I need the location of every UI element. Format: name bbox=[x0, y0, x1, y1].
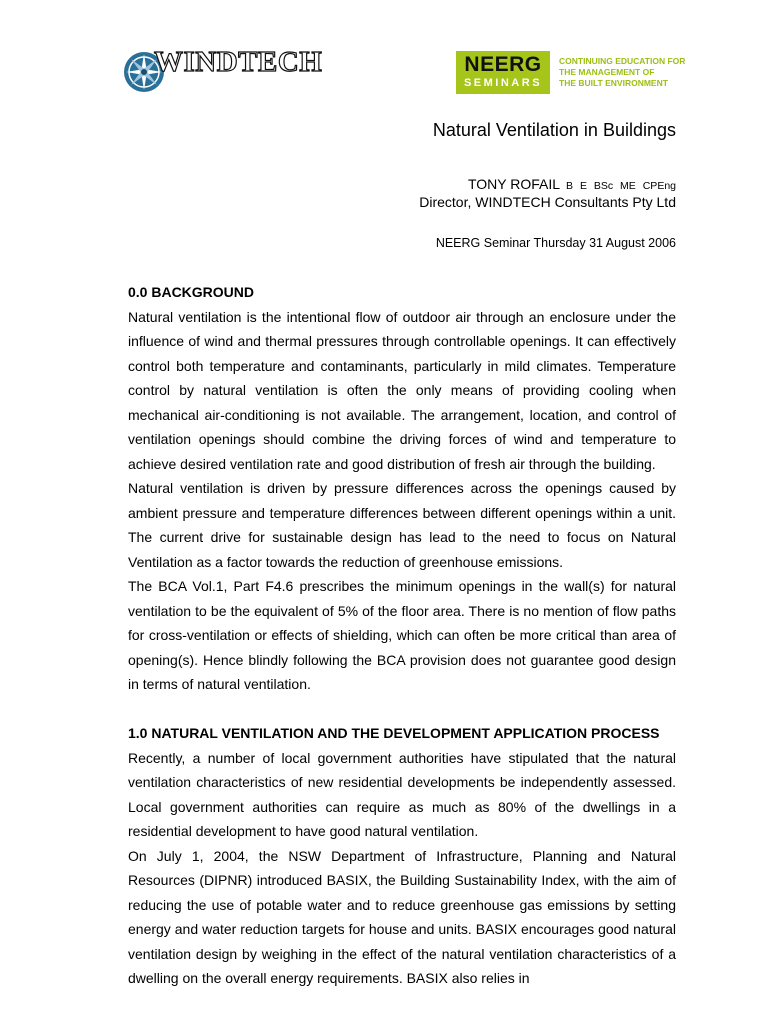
body-paragraph: Natural ventilation is the intentional flow of outdoor air through an enclosure under the influence of wind and thermal pressures through controllable openings. It can effectively control both temperature and contaminants, particularly in mild climates. Temperature control by natural ventilation is often the only means of providing cooling when mechanical air-conditioning is not available. The arrangement, location, and control of ventilation openings should combine the driving forces of wind and temperature to achieve desired ventilation rate and good distribution of fresh air through the building. bbox=[128, 308, 676, 472]
body-paragraph: Natural ventilation is driven by pressure differences across the openings caused by ambient pressure and temperature differences between different openings within a unit. The current drive for sustainable design has lead to the need to focus on Natural Ventilation as a factor towards the reduction of greenhouse emissions. bbox=[128, 480, 676, 570]
body-paragraph: Recently, a number of local government authorities have stipulated that the natural ventilation characteristics of new residential developments be independently assessed. Local government authorities can require as much as 80% of the dwellings in a residential development to have good natural ventilation. bbox=[128, 749, 676, 839]
windtech-wordmark: WINDTECH bbox=[154, 46, 323, 78]
author-role: Director, WINDTECH Consultants Pty Ltd bbox=[419, 194, 676, 210]
neerg-tagline-line: THE BUILT ENVIRONMENT bbox=[559, 78, 668, 88]
document-title: Natural Ventilation in Buildings bbox=[432, 120, 676, 140]
windtech-logo bbox=[122, 44, 330, 102]
seminar-info: NEERG Seminar Thursday 31 August 2006 bbox=[435, 236, 676, 250]
neerg-tagline-line: CONTINUING EDUCATION FOR bbox=[559, 56, 686, 66]
section-heading: 1.0 NATURAL VENTILATION AND THE DEVELOPMENT APPLICATION PROCESS bbox=[128, 725, 660, 741]
section-heading: 0.0 BACKGROUND bbox=[128, 284, 255, 300]
author-qualifications: B E BSc ME CPEng bbox=[566, 180, 676, 192]
neerg-logo bbox=[456, 51, 550, 94]
neerg-logo-name: NEERG bbox=[464, 53, 542, 76]
body-paragraph: The BCA Vol.1, Part F4.6 prescribes the minimum openings in the wall(s) for natural ventilation to be the equivalent of 5% of the floor area. There is no mention of flow paths for cross-ventilation or effects of shielding, which can often be more critical than area of opening(s). Hence blindly following the BCA provision does not guarantee good design in terms of natural ventilation. bbox=[128, 578, 676, 692]
neerg-tagline bbox=[559, 56, 685, 89]
neerg-logo-sub: SEMINARS bbox=[463, 77, 543, 89]
author-line bbox=[468, 176, 676, 192]
author-name: TONY ROFAIL bbox=[467, 176, 561, 192]
document-body bbox=[128, 280, 676, 991]
neerg-tagline-line: THE MANAGEMENT OF bbox=[559, 67, 655, 77]
body-paragraph: On July 1, 2004, the NSW Department of Infrastructure, Planning and Natural Resources (DIPNR) introduced BASIX, the Building Sustainability Index, with the aim of reducing the use of potable water and to reduce greenhouse gas emissions by setting energy and water reduction targets for house and units. BASIX encourages good natural ventilation design by weighing in the effect of the natural ventilation characteristics of a dwelling on the overall energy requirements. BASIX also relies in bbox=[128, 847, 676, 986]
